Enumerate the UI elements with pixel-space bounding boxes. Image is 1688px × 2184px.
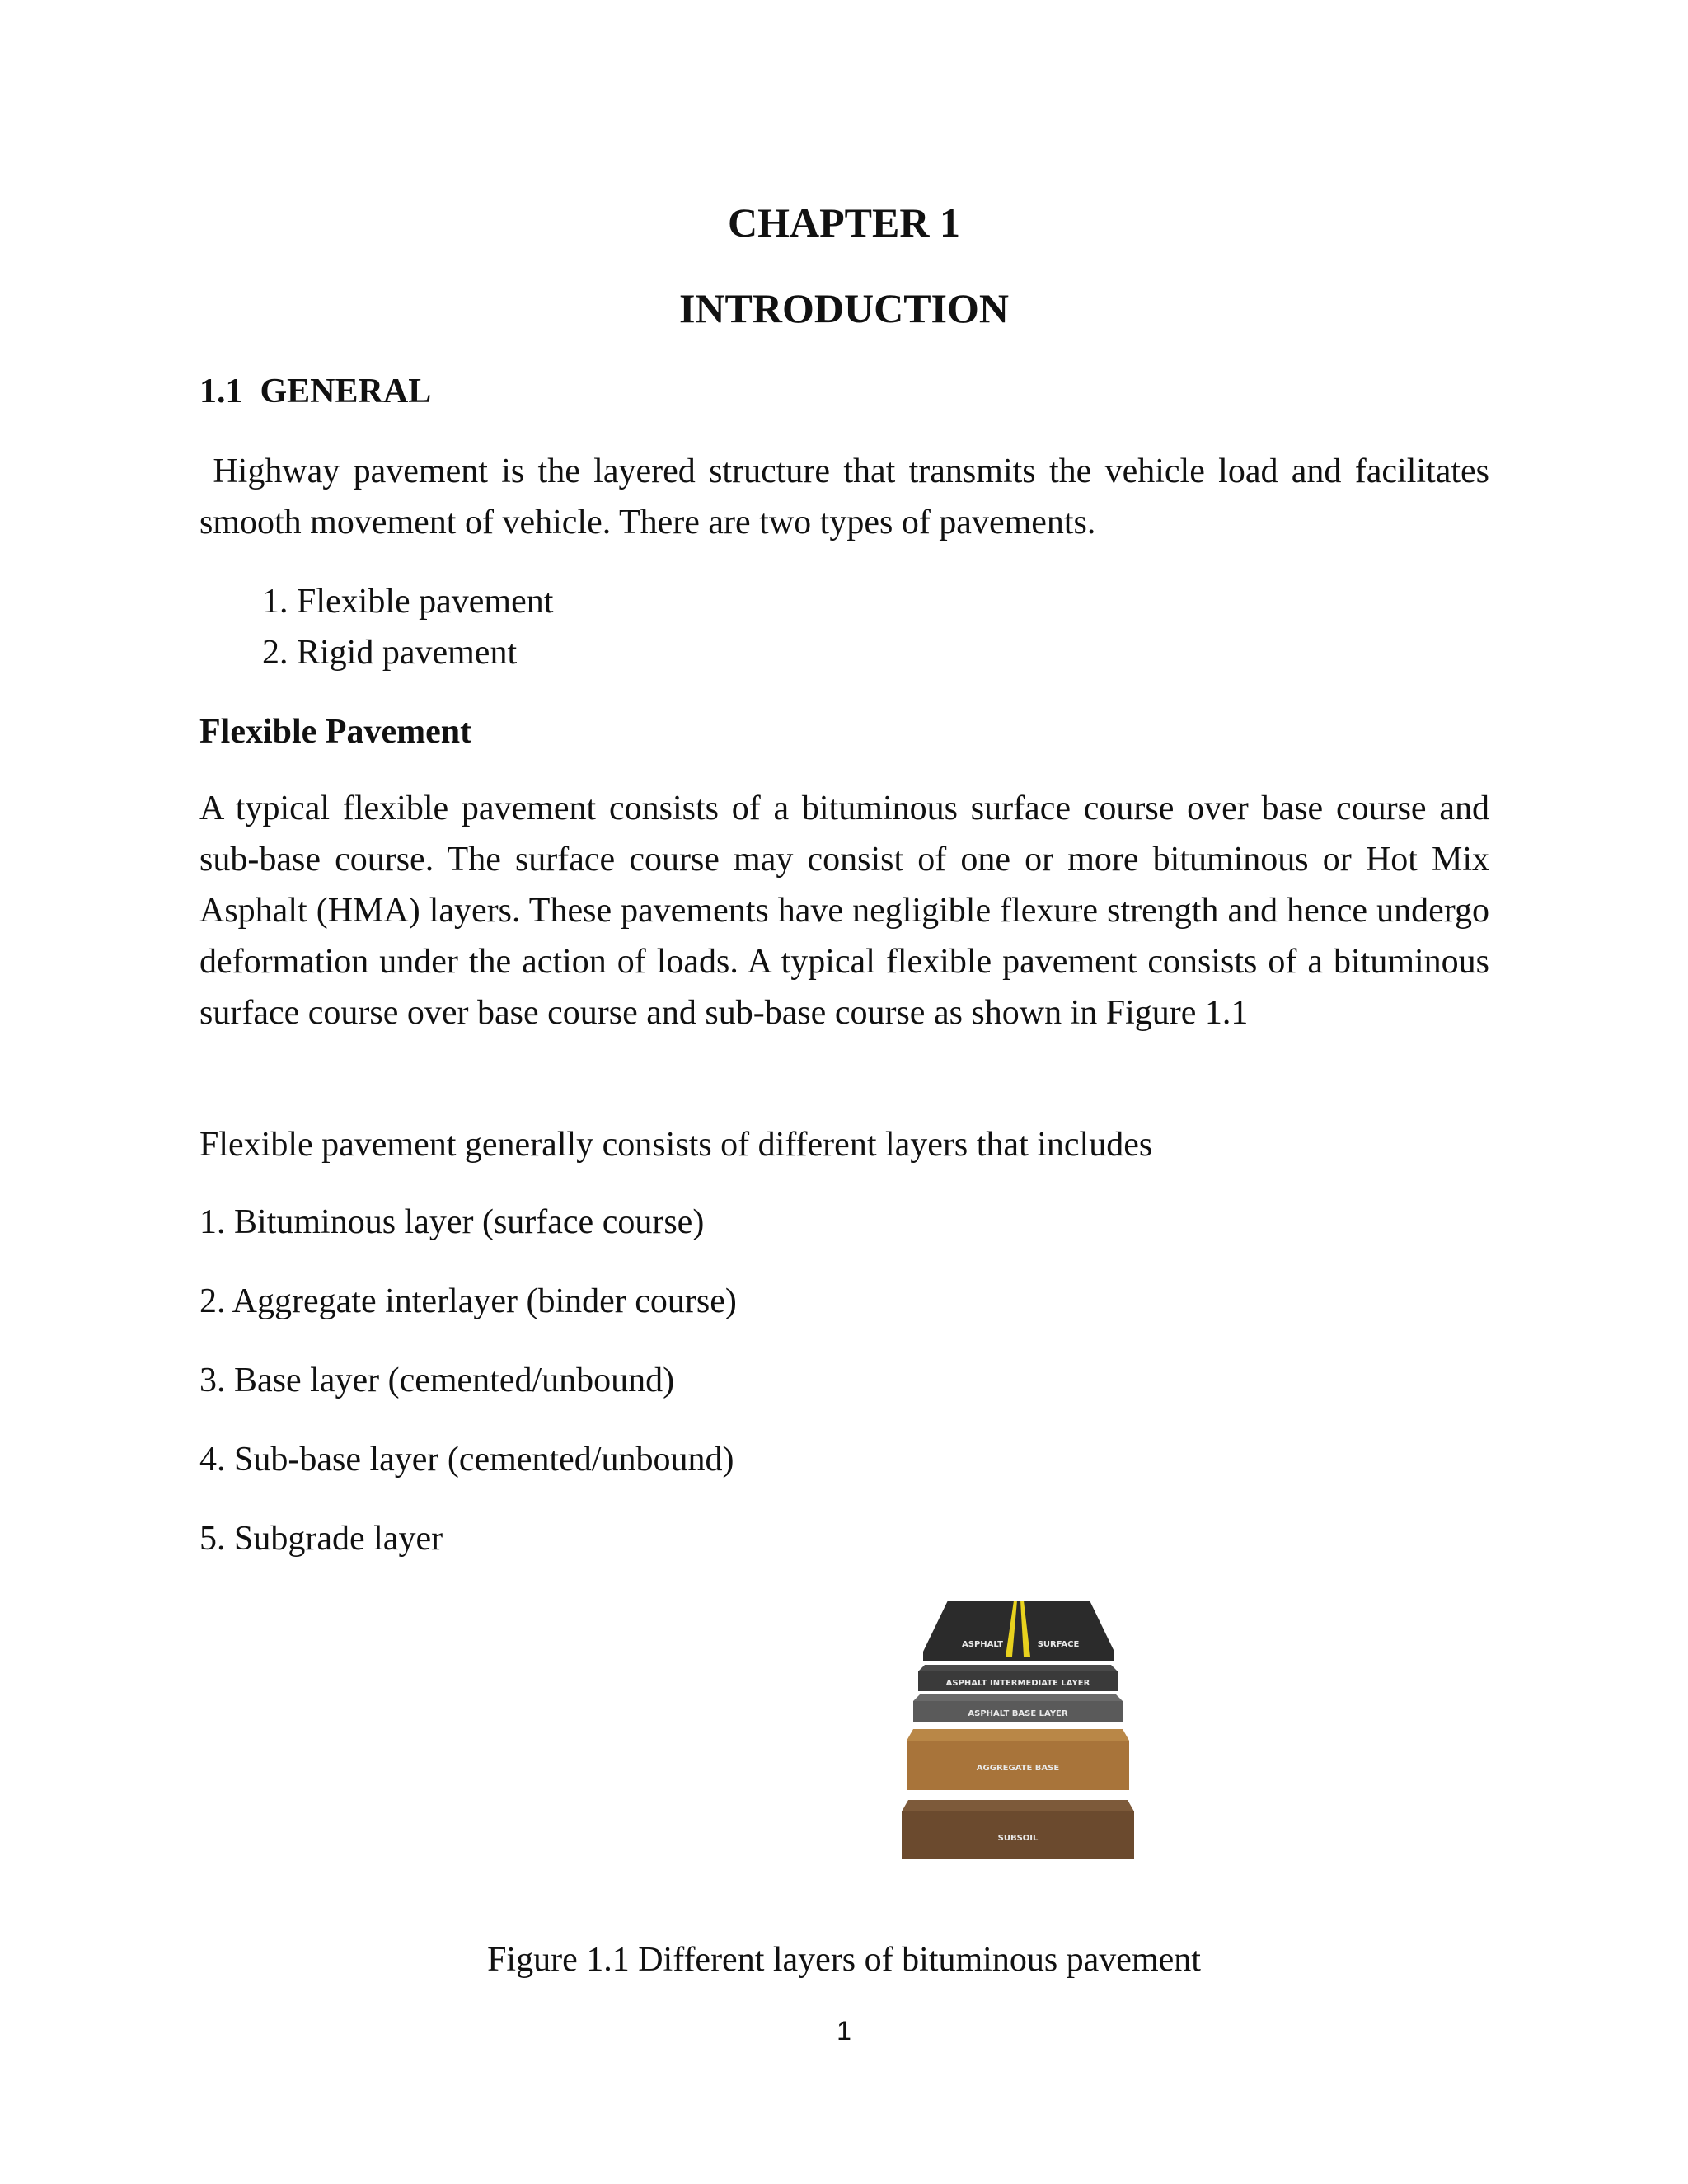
intro-paragraph: Highway pavement is the layered structure that transmits the vehicle load and facilitates smooth movement of vehicle. There are two types of pavements. <box>199 452 1498 541</box>
intermediate-label: ASPHALT INTERMEDIATE LAYER <box>945 1679 1090 1688</box>
pavement-layers-figure <box>898 1597 1137 1859</box>
intermediate-layer-top <box>918 1665 1118 1671</box>
chapter-heading: CHAPTER 1 <box>728 199 960 246</box>
figure-caption: Figure 1.1 Different layers of bituminous pavement <box>487 1941 1201 1979</box>
asphalt-label: ASPHALT <box>962 1640 1003 1649</box>
flexible-pavement-subheading: Flexible Pavement <box>199 713 472 751</box>
asphalt-surface-layer <box>923 1601 1114 1661</box>
aggregate-layer-top <box>907 1729 1129 1741</box>
layers-intro-text: Flexible pavement generally consists of different layers that includes <box>199 1126 1153 1164</box>
page-number: 1 <box>837 2016 851 2046</box>
list-item: 1. Flexible pavement <box>262 583 554 621</box>
list-item: 4. Sub-base layer (cemented/unbound) <box>199 1441 734 1479</box>
asphalt-base-layer-top <box>913 1694 1123 1701</box>
list-item: 2. Rigid pavement <box>262 634 518 672</box>
layers-list <box>199 1197 737 1592</box>
chapter-title: INTRODUCTION <box>678 285 1010 331</box>
subsoil-label: SUBSOIL <box>997 1834 1039 1843</box>
section-heading: 1.1 GENERAL <box>199 373 432 410</box>
asphalt-base-label: ASPHALT BASE LAYER <box>968 1709 1068 1718</box>
flexible-description-paragraph: A typical flexible pavement consists of a bituminous surface course over base course and sub-base course. The surface course may consist of one or more bituminous or Hot Mix Asphalt (HMA) layers. These pavements have negligible flexure strength and hence undergo deformation under the action of loads. A typical flexible pavement consists of a bituminous surface course over base course and sub-base course as shown in Figure 1.1 <box>199 790 1489 1032</box>
list-item: 2. Aggregate interlayer (binder course) <box>199 1282 737 1320</box>
surface-label: SURFACE <box>1037 1640 1080 1649</box>
list-item: 1. Bituminous layer (surface course) <box>199 1203 705 1241</box>
aggregate-base-label: AGGREGATE BASE <box>976 1764 1060 1773</box>
subsoil-layer-top <box>902 1800 1134 1811</box>
list-item: 5. Subgrade layer <box>199 1520 443 1558</box>
list-item: 3. Base layer (cemented/unbound) <box>199 1361 675 1399</box>
pavement-types-list <box>262 576 553 678</box>
